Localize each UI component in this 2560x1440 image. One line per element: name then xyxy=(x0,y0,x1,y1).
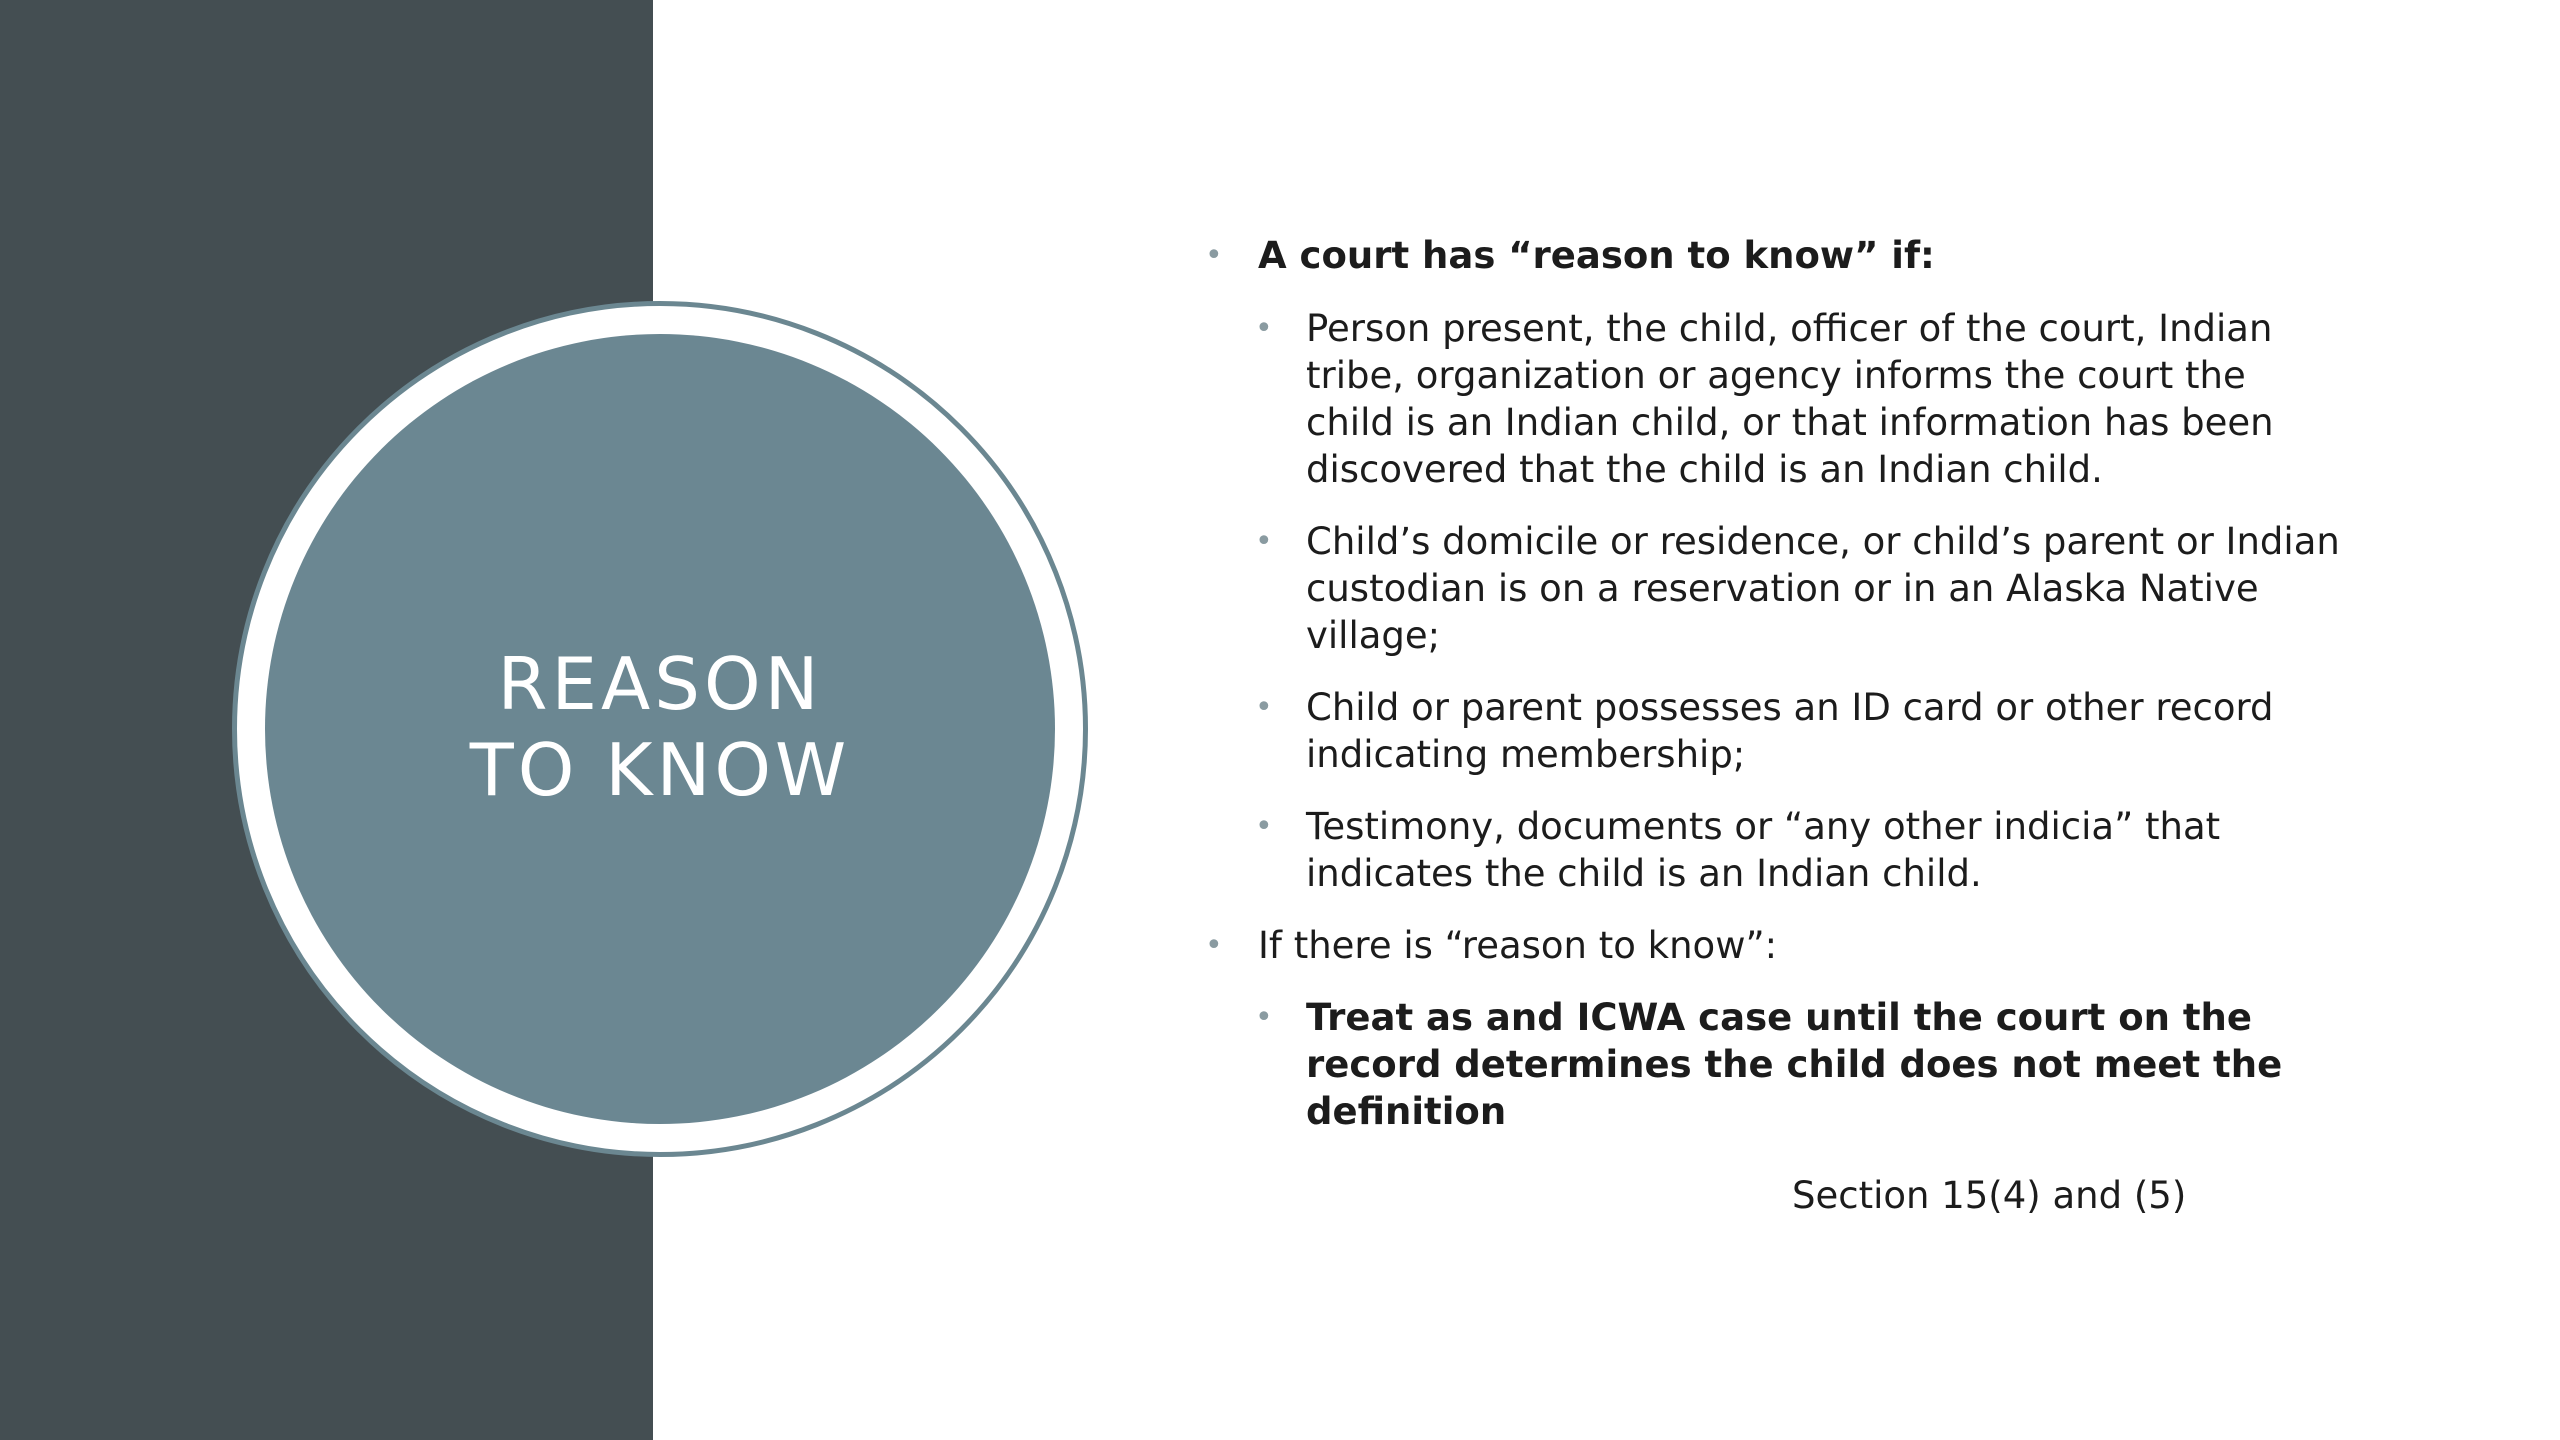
bullet-text: Child or parent possesses an ID card or other record indicating membership; xyxy=(1306,686,2274,776)
bullet-text: If there is “reason to know”: xyxy=(1258,924,1778,967)
bullet-text: Testimony, documents or “any other indicia” that indicates the child is an Indian child. xyxy=(1306,805,2221,895)
bullet-dot-icon: • xyxy=(1255,524,1273,559)
title-container xyxy=(265,334,1055,1124)
bullet-text: Treat as and ICWA case until the court on the record determines the child does not meet the definition xyxy=(1306,996,2283,1133)
bullet-item xyxy=(1205,922,2345,969)
bullet-item xyxy=(1205,518,2345,659)
bullet-item xyxy=(1205,994,2345,1135)
slide-title: REASON TO KNOW xyxy=(469,642,851,812)
bullet-list xyxy=(1205,232,2345,1135)
bullet-dot-icon: • xyxy=(1255,1000,1273,1035)
bullet-dot-icon: • xyxy=(1205,238,1223,273)
bullet-item xyxy=(1205,803,2345,897)
bullet-dot-icon: • xyxy=(1255,690,1273,725)
bullet-item xyxy=(1205,684,2345,778)
bullet-text: A court has “reason to know” if: xyxy=(1258,234,1935,277)
bullet-dot-icon: • xyxy=(1205,928,1223,963)
bullet-item xyxy=(1205,232,2345,279)
bullet-dot-icon: • xyxy=(1255,809,1273,844)
bullet-text: Child’s domicile or residence, or child’s parent or Indian custodian is on a reservation or in an Alaska Native village; xyxy=(1306,520,2340,657)
bullet-item xyxy=(1205,305,2345,493)
bullet-dot-icon: • xyxy=(1255,311,1273,346)
bullet-text: Person present, the child, officer of the court, Indian tribe, organization or agency informs the court the child is an Indian child, or that information has been discovered that the child is an Indian child. xyxy=(1306,307,2274,491)
section-citation: Section 15(4) and (5) xyxy=(1792,1174,2187,1217)
